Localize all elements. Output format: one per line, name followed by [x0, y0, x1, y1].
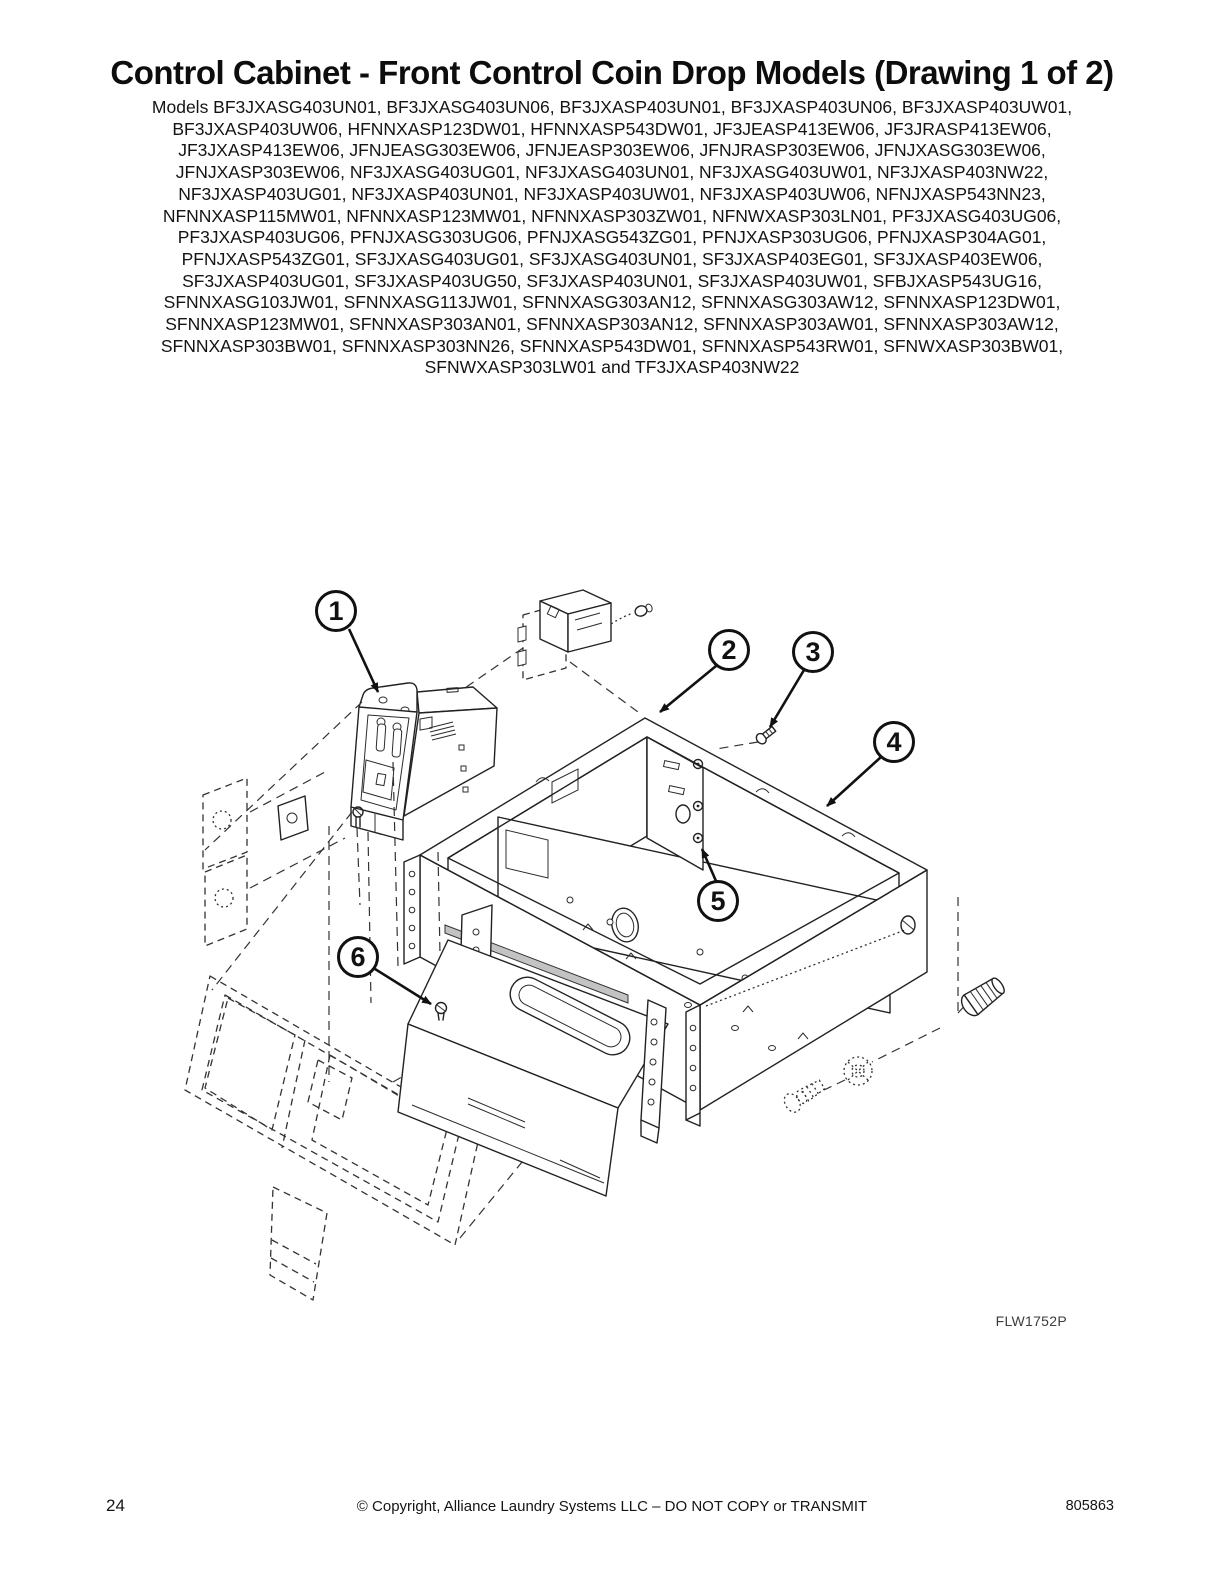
push-nut-washer: [844, 1057, 872, 1085]
model-list-line: JF3JXASP413EW06, JFNJEASG303EW06, JFNJEASP303EW06, JFNJRASP303EW06, JFNJXASG303EW06,: [178, 140, 1046, 161]
model-list-line: SF3JXASP403UG01, SF3JXASP403UG50, SF3JXASP403UN01, SF3JXASP403UW01, SFBJXASP543UG16,: [182, 270, 1042, 291]
callout-6: 6: [337, 936, 379, 978]
carriage-bolt: [958, 974, 1009, 1019]
callout-2: 2: [708, 629, 750, 671]
callout-5: 5: [697, 880, 739, 922]
ghost-screw: [781, 1076, 827, 1115]
switch-assembly: [518, 590, 653, 680]
model-list-line: PFNJXASP543ZG01, SF3JXASG403UG01, SF3JXASG403UN01, SF3JXASP403EG01, SF3JXASP403EW06,: [181, 248, 1043, 269]
model-list-line: SFNNXASP303BW01, SFNNXASP303NN26, SFNNXASP543DW01, SFNNXASP543RW01, SFNWXASP303BW01,: [160, 335, 1064, 356]
model-list-line: JFNJXASP303EW06, NF3JXASG403UG01, NF3JXASG403UN01, NF3JXASG403UW01, NF3JXASP403NW22,: [175, 162, 1049, 183]
model-list-line: SFNNXASG103JW01, SFNNXASG113JW01, SFNNXASG303AN12, SFNNXASG303AW12, SFNNXASP123DW01,: [163, 292, 1061, 313]
coin-drop-mounting-bracket: [351, 683, 497, 840]
model-list-line: NF3JXASP403UG01, NF3JXASP403UN01, NF3JXASP403UW01, NF3JXASP403UW06, NFNJXASP543NN23,: [178, 183, 1046, 204]
copyright-notice: © Copyright, Alliance Laundry Systems LLC – DO NOT COPY or TRANSMIT: [356, 1498, 868, 1515]
model-list-line: PF3JXASP403UG06, PFNJXASG303UG06, PFNJXASG543ZG01, PFNJXASP303UG06, PFNJXASP304AG01,: [177, 227, 1047, 248]
switch-wire: [611, 613, 633, 624]
doc-number: 805863: [1065, 1498, 1114, 1514]
ghost-side-plates: [203, 778, 308, 946]
page-number: 24: [106, 1496, 125, 1515]
model-list-line: NFNNXASP115MW01, NFNNXASP123MW01, NFNNXASP303ZW01, NFNWXASP303LN01, PF3JXASG403UG06,: [162, 205, 1062, 226]
model-list-line: Models BF3JXASG403UN01, BF3JXASG403UN06, BF3JXASP403UN01, BF3JXASP403UN06, BF3JXASP403UW01,: [151, 97, 1073, 117]
model-list-line: SFNWXASP303LW01 and TF3JXASP403NW22: [424, 357, 800, 378]
page-title: Control Cabinet - Front Control Coin Drop Models (Drawing 1 of 2): [110, 54, 1114, 91]
callout-1: 1: [315, 590, 357, 632]
callout-3: 3: [792, 631, 834, 673]
model-list-line: BF3JXASP403UW06, HFNNXASP123DW01, HFNNXASP543DW01, JF3JEASP413EW06, JF3JRASP413EW06,: [172, 118, 1052, 139]
corner-mounting-post: [647, 737, 703, 870]
ghost-lower-plate: [270, 1187, 327, 1300]
callout-4: 4: [873, 721, 915, 763]
figure-code: FLW1752P: [995, 1313, 1067, 1329]
model-list-line: SFNNXASP123MW01, SFNNXASP303AN01, SFNNXASP303AN12, SFNNXASP303AW01, SFNNXASP303AW12,: [165, 314, 1059, 335]
page-footer: [0, 1496, 1224, 1536]
